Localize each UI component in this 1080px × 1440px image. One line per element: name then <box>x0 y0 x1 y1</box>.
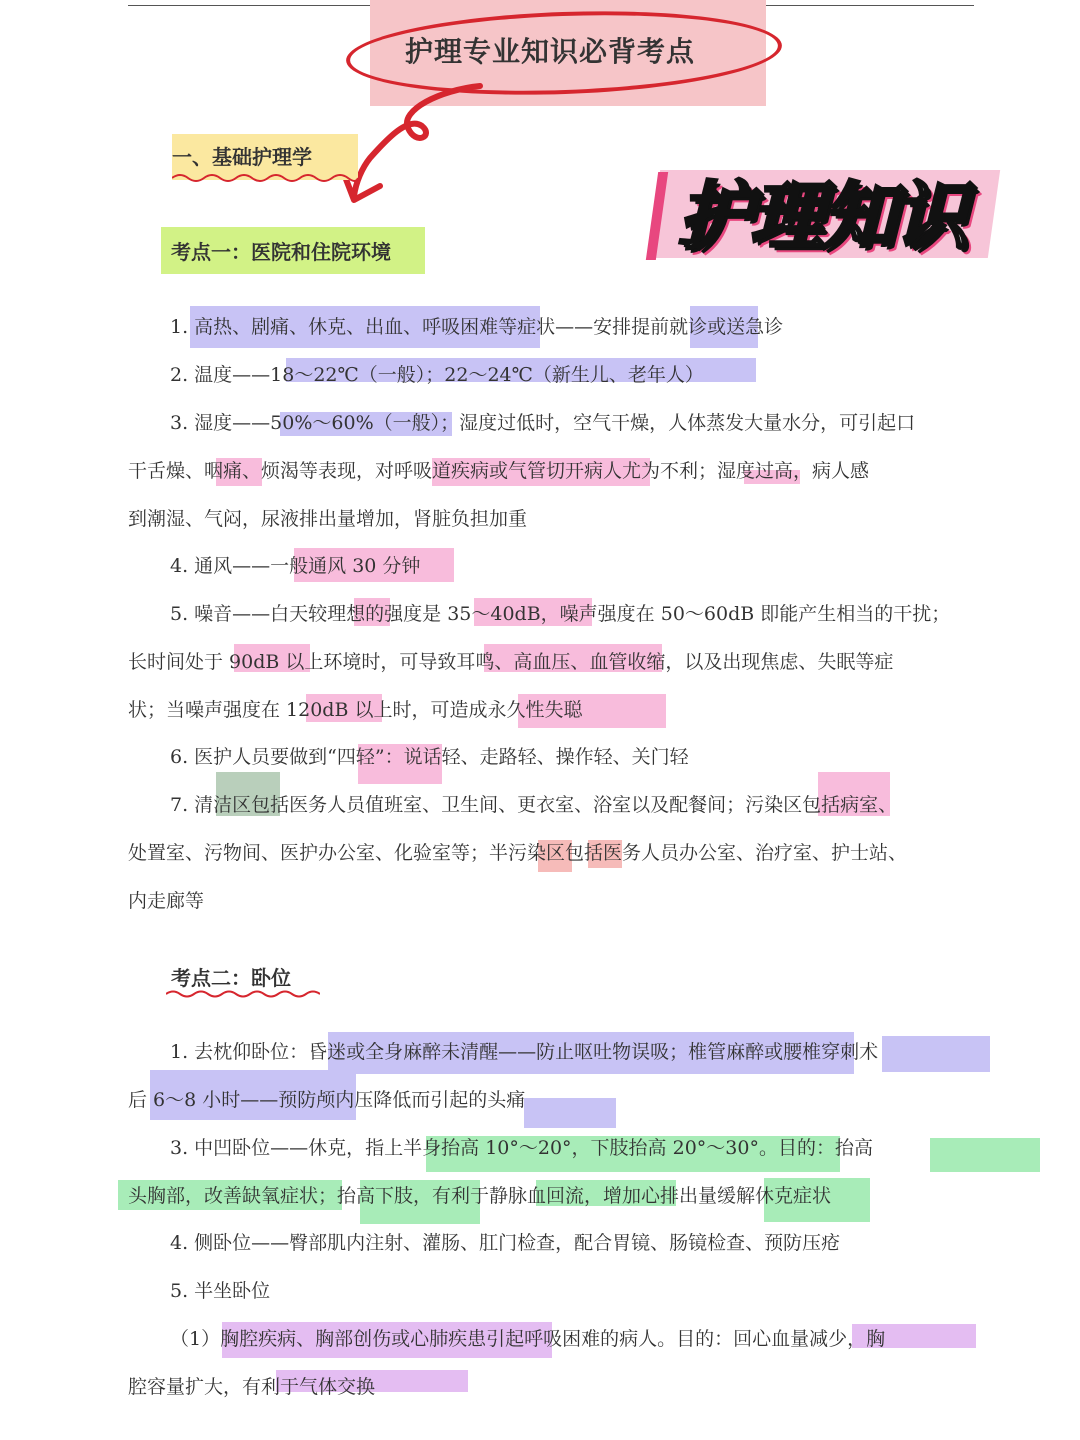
kp1-line-10: 6. 医护人员要做到“四轻”：说话轻、走路轻、操作轻、关门轻 <box>170 746 689 768</box>
section-heading: 一、基础护理学 <box>172 145 312 169</box>
kp1-line-3: 3. 湿度——50%～60%（一般）；湿度过低时，空气干燥，人体蒸发大量水分，可引起口 <box>170 412 916 434</box>
kp2-line-8: 腔容量扩大，有利于气体交换 <box>128 1376 376 1398</box>
kp2-line-5: 4. 侧卧位——臀部肌内注射、灌肠、肛门检查，配合胃镜、肠镜检查、预防压疮 <box>170 1232 841 1254</box>
kp1-line-13: 内走廊等 <box>128 890 205 912</box>
kp2-line-1: 1. 去枕仰卧位：昏迷或全身麻醉未清醒——防止呕吐物误吸；椎管麻醉或腰椎穿刺术 <box>170 1041 879 1063</box>
kp2-line-2: 后 6～8 小时——预防颅内压降低而引起的头痛 <box>128 1089 526 1111</box>
kp2-line-4: 头胸部，改善缺氧症状；抬高下肢，有利于静脉血回流，增加心排出量缓解休克症状 <box>128 1185 832 1207</box>
highlight-mark <box>524 1098 616 1128</box>
kp1-line-11: 7. 清洁区包括医务人员值班室、卫生间、更衣室、浴室以及配餐间；污染区包括病室、 <box>170 794 898 816</box>
kp2-line-3: 3. 中凹卧位——休克，指上半身抬高 10°～20°，下肢抬高 20°～30°。目的：抬高 <box>170 1137 873 1159</box>
brand-sticker <box>654 162 994 260</box>
wavy-underline <box>166 988 320 1000</box>
kp1-line-1: 1. 高热、剧痛、休克、出血、呼吸困难等症状——安排提前就诊或送急诊 <box>170 316 784 338</box>
highlight-mark <box>882 1036 990 1072</box>
kp1-line-7: 5. 噪音——白天较理想的强度是 35～40dB，噪声强度在 50～60dB 即能产生相当的干扰； <box>170 603 951 625</box>
kp1-line-2: 2. 温度——18～22℃（一般）；22～24℃（新生儿、老年人） <box>170 364 704 386</box>
kp1-title: 考点一：医院和住院环境 <box>171 240 391 264</box>
kp1-line-8: 长时间处于 90dB 以上环境时，可导致耳鸣、高血压、血管收缩，以及出现焦虑、失眠等症 <box>128 651 894 673</box>
kp1-line-5: 到潮湿、气闷，尿液排出量增加，肾脏负担加重 <box>128 508 528 530</box>
kp2-line-6: 5. 半坐卧位 <box>170 1280 271 1302</box>
page-title: 护理专业知识必背考点 <box>404 35 695 68</box>
kp1-line-4: 干舌燥、咽痛、烦渴等表现，对呼吸道疾病或气管切开病人尤为不利；湿度过高，病人感 <box>128 460 870 482</box>
highlight-mark <box>930 1138 1040 1172</box>
kp1-line-9: 状；当噪声强度在 120dB 以上时，可造成永久性失聪 <box>128 699 583 721</box>
wavy-underline <box>172 170 358 184</box>
kp2-title: 考点二：卧位 <box>171 966 291 990</box>
kp2-line-7: （1）胸腔疾病、胸部创伤或心肺疾患引起呼吸困难的病人。目的：回心血量减少，胸 <box>170 1328 886 1350</box>
kp1-line-6: 4. 通风——一般通风 30 分钟 <box>170 555 421 577</box>
brand-text: 护理知识 <box>678 174 966 260</box>
kp1-line-12: 处置室、污物间、医护办公室、化验室等；半污染区包括医务人员办公室、治疗室、护士站、 <box>128 842 908 864</box>
